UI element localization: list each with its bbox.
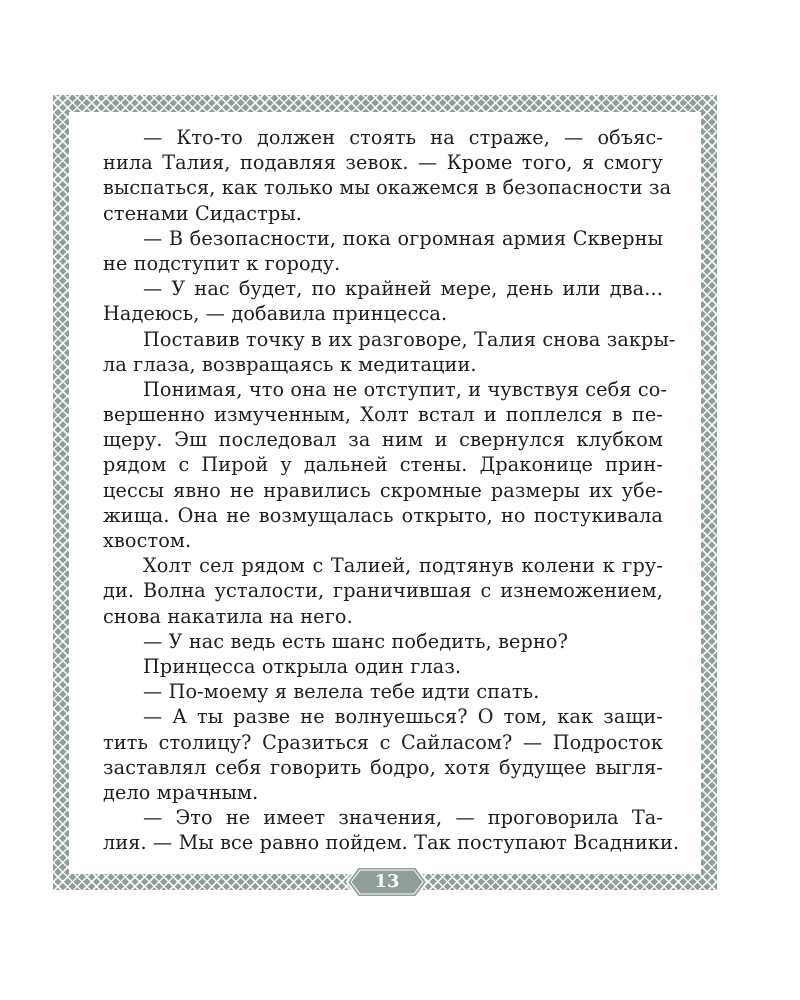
- text-line: хвостом.: [103, 529, 192, 552]
- text-line: ди. Волна усталости, граничившая с изнеможением,: [103, 579, 663, 603]
- text-line: Принцесса открыла один глаз.: [143, 654, 462, 678]
- text-line: Понимая, что она не отступит, и чувствуя себя со-: [143, 377, 668, 401]
- text-line: нила Талия, подавляя зевок. — Кроме того, я смогу: [103, 151, 663, 175]
- text-line: — У нас ведь есть шанс победить, верно?: [143, 629, 569, 653]
- text-line: Надеюсь, — добавила принцесса.: [103, 302, 448, 326]
- text-line: — В безопасности, пока огромная армия Скверны: [143, 226, 663, 250]
- text-line: — А ты разве не волнуешься? О том, как защи-: [143, 705, 663, 729]
- text-line: цессы явно не нравились скромные размеры их убе-: [103, 478, 663, 502]
- text-line: тить столицу? Сразиться с Сайласом? — Подросток: [103, 730, 663, 754]
- text-line: рядом с Пирой у дальней стены. Драконице прин-: [103, 453, 663, 477]
- text-line: ла глаза, возвращаясь к медитации.: [103, 352, 477, 376]
- text-line: Холт сел рядом с Талией, подтянув колени к гру-: [143, 554, 663, 578]
- text-line: — По-моему я велела тебе идти спать.: [143, 680, 540, 704]
- text-line: лия. — Мы все равно пойдем. Так поступают Всадники.: [103, 831, 680, 855]
- text-line: жища. Она не возмущалась открыто, но постукивала: [103, 503, 663, 527]
- text-line: дело мрачным.: [103, 780, 259, 804]
- text-line: не подступит к городу.: [103, 251, 341, 275]
- body-text: [103, 125, 680, 855]
- page-number-badge: [346, 866, 428, 898]
- text-line: выспаться, как только мы окажемся в безопасности за: [103, 176, 672, 200]
- text-line: Поставив точку в их разговоре, Талия снова закры-: [143, 327, 676, 351]
- page-number: 13: [374, 871, 400, 892]
- text-line: — Это не имеет значения, — проговорила Та-: [143, 806, 663, 830]
- text-line: заставлял себя говорить бодро, хотя будущее выгля-: [103, 755, 663, 779]
- text-line: снова накатила на него.: [103, 604, 353, 628]
- text-line: вершенно измученным, Холт встал и поплелся в пе-: [103, 403, 663, 427]
- text-line: — У нас будет, по крайней мере, день или два...: [143, 277, 663, 301]
- text-line: стенами Сидастры.: [103, 201, 303, 225]
- text-line: щеру. Эш последовал за ним и свернулся клубком: [103, 428, 663, 452]
- text-line: — Кто-то должен стоять на страже, — объяс-: [143, 126, 663, 149]
